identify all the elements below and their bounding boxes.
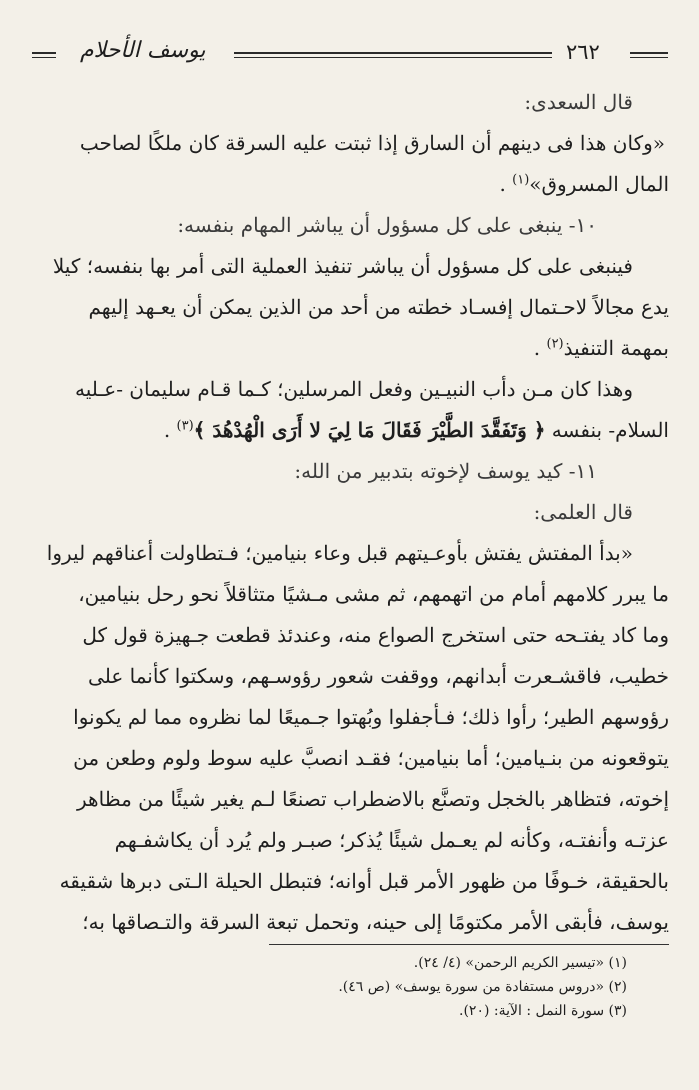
header-rule [234,52,552,58]
main-text [30,82,669,943]
footnote-ref: (٣) [176,418,194,434]
section-heading: ١١- كيد يوسف لإخوته بتدبير من الله: [294,459,597,483]
text-line: «بدأ المفتش يفتش بأوعـيتهم قبل وعاء بنيامين؛ فـتطاولت أعناقهم ليروا [46,541,633,565]
text-run: السلام- بنفسه [551,418,669,442]
section-label: قال العلمى: [533,500,633,524]
text-line: المال المسروق»$^{(١)}$ . [499,172,669,196]
text-line: ما يبرر كلامهم أمام من اتهمهم، ثم مشى مـشيًا متثاقلاً نحو رحل بنيامين، [78,582,669,606]
footnote-ref: (٢) [546,336,564,352]
text-line: عزتـه وأنفتـه، وكأنه لم يعـمل شيئًا يُذكر؛ صبـر ولم يُرد أن يكاشفـهم [114,828,669,852]
footnote-separator [269,944,669,945]
text-run: بمهمة التنفيذ [563,336,669,360]
footnotes [269,944,669,1023]
text-line: بمهمة التنفيذ$^{(٢)}$ . [533,336,669,360]
text-line: فينبغى على كل مسؤول أن يباشر تنفيذ العملية التى أمر بها بنفسه؛ كيلا [52,254,633,278]
quran-verse: ﴿ وَتَفَقَّدَ الطَّيْرَ فَقَالَ مَا لِيَ لا أَرَى الْهُدْهُدَ ﴾ [193,418,546,442]
section-heading: ١٠- ينبغى على كل مسؤول أن يباشر المهام بنفسه: [177,213,597,237]
text-line: السلام- بنفسه ﴿ وَتَفَقَّدَ الطَّيْرَ فَقَالَ مَا لِيَ لا أَرَى الْهُدْهُدَ ﴾$^{(٣)}$ . [163,418,669,442]
text-line: يتوقعونه من بنـيامين؛ أما بنيامين؛ فقـد انصبَّ عليه سوط ولوم وطعن من [73,746,669,770]
text-line: يدع مجالاً لاحـتمال إفسـاد خطته من أحد من الذين يمكن أن يعـهد إليهم [88,295,669,319]
text-line: وما كاد يفتـحه حتى استخرج الصواع منه، وعندئذ قطعت جـهيزة قول كل [82,623,669,647]
text-line: رؤوسهم الطير؛ رأوا ذلك؛ فـأجفلوا وبُهتوا جـميعًا لما نظروه مما لم يكونوا [73,705,669,729]
page-number: ٢٦٢ [566,40,600,64]
text-line: وهذا كان مـن دأب النبيـين وفعل المرسلين؛ كـما قـام سليمان -عـليه [75,377,633,401]
header-rule [630,52,668,58]
book-title: يوسف الأحلام [80,38,206,63]
footnote-ref: (١) [512,172,530,188]
text-run: المال المسروق» [529,172,669,196]
text-line: خطيب، فاقشـعرت أبدانهم، ووقفت شعور رؤوسـهم، وسكتوا كأنما على [88,664,669,688]
section-label: قال السعدى: [524,90,633,114]
text-line: إخوته، فتظاهر بالخجل وتصنَّع بالاضطراب تصنعًا لـم يغير شيئًا من مظاهر [77,787,669,811]
text-line: بالحقيقة، خـوفًا من ظهور الأمر قبل أوانه؛ فتبطل الحيلة الـتى دبرها شقيقه [59,869,669,893]
footnote: (٢) «دروس مستفادة من سورة يوسف» (ص ٤٦). [338,979,627,995]
text-line: يوسف، فأبقى الأمر مكتومًا إلى حينه، وتحمل تبعة السرقة والتـصاقها به؛ [82,910,669,934]
running-header [30,36,669,70]
text-line: «وكان هذا فى دينهم أن السارق إذا ثبتت عليه السرقة كان ملكًا لصاحب [79,131,665,155]
footnote: (٣) سورة النمل : الآية: (٢٠). [459,1003,627,1019]
header-rule [32,52,56,58]
footnote: (١) «تيسير الكريم الرحمن» (٤/ ٢٤). [413,955,627,971]
